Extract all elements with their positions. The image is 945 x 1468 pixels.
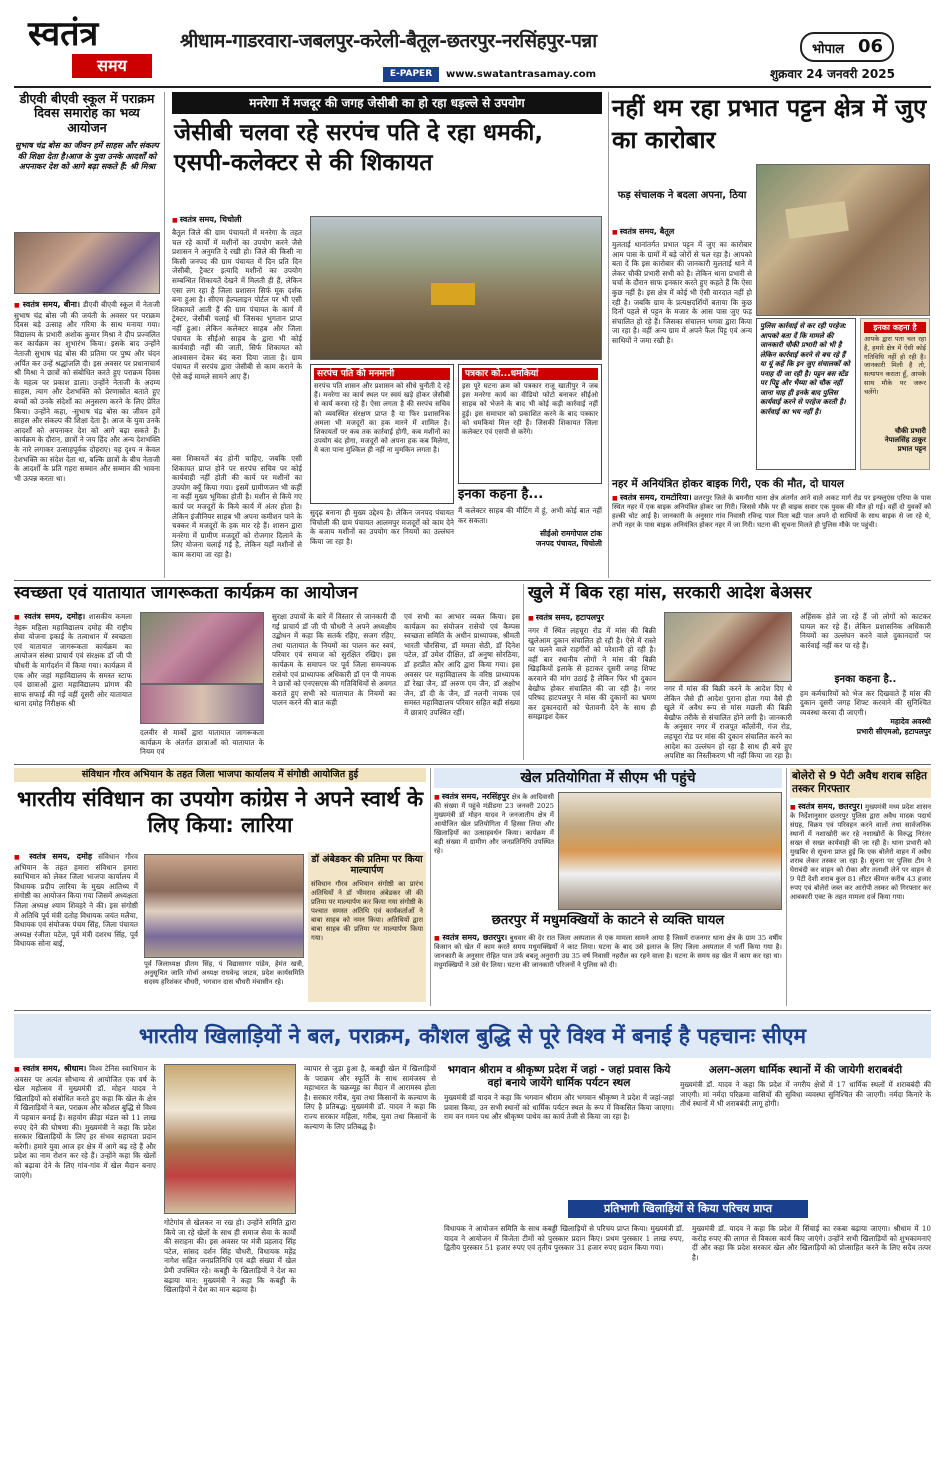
meat-quote-sig2: प्रभारी सीएमओ, हटापलपुर bbox=[856, 727, 931, 737]
swachhta-photo-2 bbox=[140, 684, 264, 724]
narega-photo bbox=[310, 216, 602, 360]
meat-quote-sig1: महादेव अवस्थी bbox=[890, 717, 931, 727]
meat-photo bbox=[664, 612, 792, 682]
cm-liquor-title: अलग-अलग धार्मिक स्थानों में की जायेगी शराबबंदी bbox=[708, 1064, 903, 1076]
cm-award-text: विधायक ने आयोजन समिति के साथ कबड्डी खिलाड़ियों से परिचय प्राप्त किया। मुख्यमंत्री डॉ. यादव ने आयोजन में विजेता टीमों को पुरस्कार प्रदान किए। प्रथम पुरस्कार 1 लाख रुपए, द्वितीय पुरस्कार 51 हजार रुपए एवं तृतीय पुरस्कार 31 हजार रुपए प्रदान किया गया। bbox=[444, 1224, 684, 1253]
narega-box1-title: सरपंच पति की मनमानी bbox=[314, 368, 450, 380]
narega-box1 bbox=[310, 364, 454, 504]
masthead bbox=[0, 0, 945, 88]
meat-col3: अहिंसक होते जा रहे हैं जो लोगों को काटकर घायल कर रहे हैं। लेकिन प्रशासनिक अधिकारी नियमों का उल्लंघन करने वाले दुकानदारों पर कार्रवाई नहीं कर पा रहे हैं। bbox=[800, 612, 931, 650]
gambling-body: मुलताई थानांतर्गत प्रभात पट्टन में जुए का कारोबार आम पास के ग्रामों में बड़े जोरों से चल रहा है। आपको बता दें कि इस कारोबार की जानकारी मुलताई थाने में लेकर चौकी प्रभारी सभी को है। लेकिन थाना प्रभारी से चर्चा के दौरान साफ इनकार करते हुए कहते हैं कि ऐसा कुछ नहीं है। इस क्षेत्र में कोई भी ऐसी वारदात नहीं हो रही है। जबकि ग्राम के प्रत्यक्षदर्शियों बताया कि कुछ दिनों पहले से पट्टन के मजार के आस पास जुए फड़ संचालित हो रहे हैं। जिसका संचालन भगवा द्वारा किया जा रहा है। वहीं अन्य ग्राम में अपने फैल पिट्ट एवं अन्य साथियों ने जमा रखी है। bbox=[612, 240, 752, 345]
logo[interactable] bbox=[28, 16, 158, 80]
sport-byline: ■ स्वतंत्र समय, नरसिंहपुर bbox=[434, 792, 509, 801]
swachhta-title: स्वच्छता एवं यातायात जागरूकता कार्यक्रम का आयोजन bbox=[14, 583, 358, 603]
sansad-title: भारतीय संविधान का उपयोग कांग्रेस ने अपने स्वार्थ के लिए किया: लारिया bbox=[16, 787, 424, 837]
narega-box1-text: सरपंच पति शासन और प्रशासन को सीधे चुनौती दे रहे हैं। मनरेगा का कार्य स्थल पर स्वयं खड़े होकर जेसीबी से कार्य करवा रहे हैं। ऐसा लगता है की सरपंच सचिव को व्यवस्थित संरक्षण प्राप्त है या फिर प्रशासनिक अमला भी मजदूरों का हक मारने में शामिल है। शिकायतों पर कब तक कार्रवाई होगी, कब मशीनों का उपयोग बंद होगा, मजदूरों को अपना हक कब मिलेगा, ये बता पाना मुश्किल ही नहीं ना मुमकिन लगता है। bbox=[314, 382, 450, 455]
dav-subhead: सुभाष चंद्र बोस का जीवन हमें साहस और संकल्प की शिक्षा देता है।आज के युवा उनके आदर्शों को अपनाकर देश को आगे बढ़ा सकते हैं: श्री मिश्रा bbox=[15, 141, 159, 172]
meat-quote-text: हम कर्मचारियों को भेज कर दिखवाते हैं मांस की दुकान दूसरी जगह शिफ्ट करवाने की सुनिश्चित व्यवस्था करवा दी जाएगी। bbox=[800, 688, 931, 717]
cm-byline: ■ स्वतंत्र समय, श्रीधाम। bbox=[14, 1064, 86, 1073]
gambling-caption: पुलिस कार्रवाई से कर रही परहेज: आपको बता दें कि मामले की जानकारी चौकी प्रभारी को भी है लेकिन कार्रवाई करने से बच रहे हैं या यूं कहें कि इन जुए संचालकों को पनाह दी जा रही है। पट्टन बस स्टेंड पर पिट्टू और भैय्या को चौक नहीं जाना चाह ही इनके बाद पुलिस कार्यवाई करने से परहेज करती है। कार्रवाई का भय नहीं है। bbox=[756, 318, 856, 470]
canal-byline: ■ स्वतंत्र समय, रामटोरिया। bbox=[612, 493, 692, 502]
swachhta-col2: सुरक्षा उपायों के बारे में विस्तार से जानकारी दी गई प्राचार्य डॉ जी पी चौधरी ने अपने अध्यक्षीय उद्बोधन में कहा कि सतर्क रहिए, सजग रहिए, तथा यातायात के नियमों का पालन कर स्वयं, परिवार एवं समाज को सुरक्षित रखिए। इस कार्यक्रम के समापन पर पूर्व जिला समन्वयक रासेयो एवं प्राध्यापक अधिकारी डॉ एन पी नायक ने छात्रों को एनएसएस की गतिविधियों से अवगत कराते हुए सभी को यातायात के नियमों का पालन करने की बात कही bbox=[272, 612, 396, 708]
swachhta-text1: शासकीय कमला नेहरू महिला महाविद्यालय दमोह की राष्ट्रीय सेवा योजना इकाई के तत्वाधान में स्वच्छता एवं यातायात जागरूकता कार्यक्रम का आयोजन संस्था प्राचार्य एवं संरक्षक डॉ जी पी चौधरी के मार्गदर्शन में किया गया। कार्यक्रम में एक और जहां महाविद्यालय के समस्त स्टाफ एवं छात्राओं द्वारा महाविद्यालय प्रांगण की साफ सफाई की गई वहीं दूसरी ओर यातायात थाना दमोह निरीक्षक श्री bbox=[14, 612, 132, 709]
liquor-title: बोलेरो से 9 पेटी अवैध शराब सहित तस्कर गिरफ्तार bbox=[790, 768, 931, 798]
cash-shape bbox=[785, 201, 849, 239]
canal-story bbox=[612, 478, 931, 578]
cm-col2: गोटेगांव से खेलकर ना रख हो। उन्होंने समिति द्वारा किये जा रहे खेलों के साथ ही समाज सेवा के कार्यों की सराहना की। इस अवसर पर मंत्री प्रहलाद सिंह पटेल, सांसद दर्शन सिंह चौधरी, विधायक महेंद्र नागेश सहित जनप्रतिनिधि एवं बड़ी संख्या में खेल प्रेमी उपस्थित रहे। कबड्डी के खिलाड़ियों ने देश का बढ़ाया मान: मुख्यमंत्री ने कहा कि कबड्डी के खिलाड़ियों ने देश का मान बढ़ाया है। bbox=[164, 1218, 296, 1295]
cm-award-title: प्रतिभागी खिलाड़ियों से किया परिचय प्राप्त bbox=[568, 1200, 808, 1218]
narega-col1: बैतूल जिले की ग्राम पंचायतों में मनरेगा के तहत चल रहे कार्यों में मशीनों का उपयोग करने जैसे प्रशासन ने अनुमति दे रखी हो। जिले की किसी ना किसी जनपद की ग्राम पंचायत में दिन प्रति दिन जेसीबी, ट्रैक्टर इत्यादि मशीनों का उपयोग सम्बन्धित शिकायतें देखने में मिलती ही हैं, लेकिन एसा लग रहा है जिला प्रशासन सिर्फ मूक दर्शक बना हुआ है। सीएम हेल्पलाइन पोर्टल पर भी एसी शिकायतें आती हैं की ग्राम पंचायत के कार्य में ट्रेक्टर, जेसीबी चलाई थी जिसका भुगतान प्राप्त नहीं हुआ। लेकिन कलेक्टर साहब और जिला पंचायत के सीईओ साहब के द्वारा भी कोई कार्यवाही नहीं की जाती, सिर्फ शिकायत को आश्वासन देकर बंद करा दिया जाता है। ग्राम पंचायत में सरपंच द्वारा जेसीबी से काम कराने के ऐसे कई मामले सामने आए हैं। bbox=[172, 228, 302, 381]
swachhta-col3: एवं सभी का आभार व्यक्त किया। इस कार्यक्रम का संयोजन रासेयो एवं कैम्पस स्वच्छता समिति के अधीन प्राध्यापक, श्रीमती भारती चौरसिया, डॉ ममता सेठी, डॉ दिनेश पटेल, डॉ उमेश दीक्षित, डॉ अनुषा सोरठिया, डॉ हरप्रीत कौर आदि द्वारा किया गया। इस अवसर पर महाविद्यालय के वरिष्ठ प्राध्यापक डॉ रेखा जैन, डॉ अरुण एम जैन, डॉ अक्षोभ जैन, डॉ दी के जैन, डॉ नलनी नायक एवं समस्त महाविद्यालय परिवार सहित बड़ी संख्या में छात्राएं उपस्थित रहीं। bbox=[404, 612, 520, 717]
gambling-subhead: फड़ संचालक ने बदला अपना, ठिया bbox=[617, 190, 747, 201]
issue-date: शुक्रवार 24 जनवरी 2025 bbox=[770, 67, 895, 81]
gambling-photo bbox=[756, 164, 930, 316]
cm-liquor-text: मुख्यमंत्री डॉ. यादव ने कहा कि प्रदेश में नगरीय क्षेत्रों में 17 धार्मिक स्थलों में शराबबंदी की जाएगी। मां नर्मदा परिक्रमा वासियों की सुविधा व्यवस्था सुनिश्चित की जाएगी। नर्मदा किनारे के तीर्थ स्थानों में भी शराबबंदी लागू होगी। bbox=[680, 1080, 931, 1109]
narega-quote-sig2: जनपद पंचायत, चिचोली bbox=[535, 539, 602, 549]
dav-text: डीएवी बीएवी स्कूल में नेताजी सुभाष चंद्र बोस जी की जयंती के अवसर पर पराक्रम दिवस बड़े उत्साह और गरिमा के साथ मनाया गया। विद्यालय के प्रभारी अशोक कुमार मिश्रा ने दीप प्रज्वलित कर कार्यक्रम का शुभारंभ किया। इसके बाद उन्होंने नेताजी सुभाष चंद्र बोस की प्रतिमा पर पुष्प और चंदन अर्पित कर उन्हें श्रद्धांजलि दी। इस अवसर पर प्रधानाचार्य श्री मिश्रा ने छात्रों को संबोधित करते हुए पराक्रम दिवस के महत्व पर प्रकाश डाला। उन्होंने नेताजी के अदम्य साहस, त्याग और देशभक्ति को प्रेरणास्रोत बताते हुए बच्चों को उनके संदेशों का अनुसरण करने के लिए प्रेरित किया। उन्होंने कहा, -सुभाष चंद्र बोस का जीवन हमें साहस और संकल्प की शिक्षा देता है। आज के युवा उनके आदर्शों को अपनाकर देश को आगे बढ़ा सकते हैं। कार्यक्रम के दौरान, छात्रों ने जय हिंद और अन्य देशभक्ति के नारे लगाकर उत्साहपूर्वक दोहराए। यह दृश्य न केवल देशभक्ति का संदेश देता था, बल्कि छात्रों के बीच नेताजी के आदर्शों के प्रति गहरा सम्मान और सम्मान की भावना भी उत्पन्न करता था। bbox=[14, 300, 160, 483]
meat-story bbox=[528, 584, 931, 760]
gambling-byline: ■ स्वतंत्र समय, बैतूल bbox=[612, 226, 752, 237]
website-link[interactable]: www.swatantrasamay.com bbox=[446, 69, 597, 80]
dav-body bbox=[14, 300, 160, 483]
cm-col1 bbox=[14, 1064, 156, 1458]
sport-text: क्षेत्र के आदिवासी की संख्या में पहुंचे मंडीडमा 23 जनवरी 2025 मुख्यमंत्री डॉ मोहन यादव ने जनजातीय क्षेत्र में आयोजित खेल प्रतियोगिता में हिस्सा लिया और खिलाड़ियों का उत्साहवर्धन किया। कार्यक्रम में बड़ी संख्या में ग्रामीण और जनप्रतिनिधि उपस्थित रहे। bbox=[434, 793, 554, 855]
sansad-kicker: संविधान गौरव अभियान के तहत जिला भाजपा कार्यालय में संगोष्ठी आयोजित हुई bbox=[14, 768, 426, 782]
masthead-rule bbox=[14, 86, 931, 88]
narega-quote bbox=[458, 488, 602, 578]
swachhta-caption: दलवीर से मार्को द्वारा यातायात जागरूकता कार्यक्रम के अंतर्गत छात्राओं को यातायात के नियम एवं bbox=[140, 728, 264, 757]
bees-text: बुधवार की देर रात जिला अस्पताल से एक मामला सामने आया है जिसमें राजनगर थाना क्षेत्र के ग्राम 35 वर्षीय किसान को खेत में काम करते समय मधुमक्खियों ने काट लिया। घटना के बाद उसे इलाज के लिए जिला अस्पताल में भर्ती किया गया है। जानकारी के अनुसार रोहित पाल उर्फ बबलू अनुरागी उम्र 35 वर्ष निवासी नहरौल का रहने वाला है। घटना के समय वह खेत में काम कर रहा था। मधुमक्खियों ने उसे घेर लिया। घटना की जानकारी परिजनों ने पुलिस को दी। bbox=[434, 933, 782, 969]
cm-bhagwan-box bbox=[444, 1064, 674, 1196]
swachhta-photo-1 bbox=[140, 612, 264, 684]
sport-story bbox=[434, 768, 782, 910]
meat-title: खुले में बिक रहा मांस, सरकारी आदेश बेअसर bbox=[528, 583, 812, 603]
gambling-quote-title: इनका कहना है bbox=[864, 322, 926, 333]
liquor-byline: ■ स्वतंत्र समय, छतरपुर। bbox=[790, 802, 863, 811]
swachhta-byline: ■ स्वतंत्र समय, दमोह। bbox=[14, 612, 85, 621]
canal-title: नहर में अनियंत्रित होकर बाइक गिरी, एक की मौत, दो घायल bbox=[612, 478, 844, 490]
sansad-byline: ■ स्वतंत्र समय, दमोह bbox=[14, 852, 92, 861]
bees-body bbox=[434, 933, 782, 1003]
gambling-quote-sig1: चौकी प्रभारी bbox=[894, 427, 926, 435]
narega-story bbox=[168, 92, 605, 580]
cm-text1: विश्व टेनिस स्वाभिमान के अवसर पर अत्यंत सौभाग्य से आयोजित एक वर्ष के खेल महोत्सव में मुख्यमंत्री डॉ. मोहन यादव ने खिलाड़ियों को संबोधित करते हुए कहा कि खेल के क्षेत्र में खिलाड़ियों ने बल, पराक्रम और कौशल बुद्धि से विश्व में पहचान बनाई है। सहयोग क्रीड़ा मंडल को 11 लाख रुपए देने की घोषणा की। मुख्यमंत्री ने कहा कि प्रदेश सरकार खिलाड़ियों के लिए हर संभव सहायता प्रदान करेगी। हमारे युवा आज हर क्षेत्र में आगे बढ़ रहे हैं और प्रदेश का नाम रोशन कर रहे हैं। उन्होंने कहा कि खेलों को बढ़ावा देने के लिए गांव-गांव में खेल मैदान बनाए जाएंगे। bbox=[14, 1064, 156, 1180]
meat-quote bbox=[800, 674, 931, 760]
swachhta-story bbox=[14, 584, 520, 760]
liquor-body bbox=[790, 802, 931, 1002]
cm-photo bbox=[164, 1064, 296, 1214]
narega-col3: सुदृढ़ बनाना ही मुख्य उद्देश्य है। लेकिन जनपद पंचायत चिचोली की ग्राम पंचायत आलमपुर मजदूरों को काम देने के बजाय मशीनों का उपयोग कर नियमों का उल्लंघन किया जा रहा है। bbox=[310, 508, 454, 546]
canal-body bbox=[612, 493, 931, 573]
dav-story bbox=[14, 92, 160, 580]
cm-award-box bbox=[444, 1200, 931, 1458]
canal-text: छतरपुर जिले के बमनौरा थाना क्षेत्र अंतर्गत आने वाले अकट मार्ग रोड पर इन्फ्लुएंस एरिया के पास स्थित नहर में एक बाइक अनियंत्रित होकर जा गिरी। जिससे मौके पर ही बाइक सवार एक युवक की मौत हो गई। वहीं दो युवकों को हल्की चोट आई है। जानकारी के अनुसार गांव निवासी रविन्द्र पाल पिता बद्री पाल अपने दो साथियों के साथ बाइक से जा रहे थे, तभी नहर के पास बाइक अनियंत्रित होकर नहर में जा गिरी। घटना की सूचना मिलते ही पुलिस मौके पर पहुंची। bbox=[612, 494, 931, 530]
epaper-label[interactable]: E-PAPER bbox=[383, 67, 439, 82]
sansad-box-text: संविधान गौरव अभियान संगोष्ठी का प्रारंभ अतिथियों ने डॉ भीमराव अंबेडकर जी की प्रतिमा पर माल्यार्पण कर किया गया संगोष्ठी के पश्चात समस्त अतिथि एवं कार्यकर्ताओं ने बाबा साहब को नमन किया। अतिथियों द्वारा बाबा साहब की प्रतिमा पर माल्यार्पण किया गया। bbox=[311, 879, 423, 942]
cm-col3: व्यापार से जुड़ा हुआ है, कबड्डी खेल में खिलाड़ियों के पराक्रम और स्फूर्ति के साथ सामंजस्य से महाभारत के चक्रव्यूह का मैदान में आरामस्व होता है। सरकार गरीब, युवा तथा किसानों के कल्याण के लिए है प्रतिबद्ध: मुख्यमंत्री डॉ. यादव ने कहा कि राज्य सरकार महिला, गरीब, युवा तथा किसानों के कल्याण के लिए प्रतिबद्ध है। bbox=[304, 1064, 436, 1131]
sansad-text: संविधान गौरव अभियान के तहत हमारा संविधान हमारा स्वाभिमान को लेकर जिला भाजपा कार्यालय में विधायक प्रदीप लारिया के मुख्य आतिथ्य में संगोष्ठी का आयोजन किया गया जिसमें अध्यक्षता जिला अध्यक्ष श्याम शिवहरे ने की। इस संगोष्ठी में अतिथि पूर्व मंत्री दतोह विधायक जयंत मलैया, विधायक एवं संयोजक पंचम सिंह, जिला पंचायत अध्यक्ष रंजीता पटेल, पूर्व मंत्री दशरथ सिंह, पूर्व विधायक सोना बाई, bbox=[14, 852, 138, 949]
cm-story bbox=[14, 1014, 931, 1458]
cm-bhagwan-title: भगवान श्रीराम व श्रीकृष्ण प्रदेश में जहां - जहां प्रवास किये वहां बनाये जायेंगे धार्मिक पर्यटन स्थल bbox=[447, 1064, 671, 1089]
gambling-quote-sig2: नेपालसिंह ठाकुर bbox=[884, 436, 926, 444]
edition-box bbox=[800, 32, 894, 62]
bees-title: छतरपुर में मधुमक्खियों के काटने से व्यक्ति घायल bbox=[491, 913, 725, 928]
cm-liquor-box bbox=[680, 1064, 931, 1196]
logo-bottom: समय bbox=[72, 54, 152, 78]
meat-quote-title: इनका कहना है.. bbox=[834, 674, 897, 685]
narega-quote-sig1: सीईओ रामगोपाल टांक bbox=[539, 529, 602, 539]
sansad-body bbox=[14, 852, 138, 1006]
narega-quote-title: इनका कहना है... bbox=[458, 487, 544, 502]
meat-col1: नगर में स्थित लहचूरा रोड में मांस की बिक्री खुलेआम दुकान संचालित हो रही है। ऐसे में रास्ते पर चलने वाले राहगीरों को परेशानी हो रही है। वहीं बार स्थानीय लोगों ने मांस की बिक्री खिड़कियों इलाके से हटाकर दूसरी जगह शिफ्ट करवाने की मांग उठाई है लेकिन फिर भी दुकान बेखौफ होकर संचालित की जा रही है। नगर परिषद हाटपलपुर ने मांस की दुकानों का भ्रमण कर दुकानदारों को चेतावनी देने के साथ ही समझाइश देकर bbox=[528, 626, 656, 722]
bees-story bbox=[434, 914, 782, 1006]
narega-quote-text: मैं कलेक्टर साहब की मीटिंग में हूं, अभी कोई बात नहीं कर सकता। bbox=[458, 505, 602, 525]
dav-photo bbox=[14, 232, 160, 294]
sansad-story bbox=[14, 768, 426, 1006]
logo-top: स्वतंत्र bbox=[28, 14, 99, 54]
gambling-title: नहीं थम रहा प्रभात पट्टन क्षेत्र में जुए का कारोबार bbox=[612, 94, 927, 154]
gambling-quote bbox=[860, 318, 930, 470]
liquor-story bbox=[790, 768, 931, 1006]
cities-banner: श्रीधाम-गाडरवारा-जबलपुर-करेली-बैतूल-छतरपुर-नरसिंहपुर-पन्ना bbox=[180, 30, 597, 52]
gambling-quote-text: आपके द्वारा पता चल रहा है, हमारे क्षेत्र में ऐसी कोई गतिविधि नहीं हो रही है। जानकारी मिली है तो, सत्यापन कराता हूँ, आपके साथ मौके पर जरूर चलेंगे। bbox=[864, 335, 926, 396]
cm-title: भारतीय खिलाड़ियों ने बल, पराक्रम, कौशल बुद्धि से पूरे विश्व में बनाई है पहचानः सीएम bbox=[14, 1014, 931, 1058]
dav-title: डीएवी बीएवी स्कूल में पराक्रम दिवस समारोह का भव्य आयोजन bbox=[19, 91, 155, 135]
narega-box2 bbox=[458, 364, 602, 484]
narega-box2-text: इस पूरे घटना क्रम को पत्रकार राजू खातीपुर ने जब इस मनरेगा कार्य का वीडियो फोटो बनाकर सीईओ साहब को भेजने के बाद भी कोई कड़ी कार्रवाई नहीं हुई। इस समाचार को प्रकाशित करने के बाद पत्रकार को धमकियां मिल रही हैं। जिसकी शिकायत जिला कलेक्टर एवं एसपी से करेंगे। bbox=[462, 382, 598, 437]
page-number: 06 bbox=[858, 36, 884, 57]
sansad-caption: पूर्व जिलाध्यक्ष प्रीतम सिंह, पं विद्यासागर पांडेय, हेमंत खत्री, अनुसूचित जाति मोर्चा अध्यक्ष राघवेन्द्र जाटव, प्रदेश कार्यसमिति सदस्य हरिशंकर चौधरी, भगवान दास चौधरी मंचासीन रहे। bbox=[144, 960, 304, 986]
sansad-photo bbox=[144, 854, 304, 958]
cm-col-right: मुख्यमंत्री डॉ. यादव ने कहा कि प्रदेश में सिंचाई का रकबा बढ़ाया जाएगा। श्रीधाम में 10 करोड़ रुपए की लागत से विकास कार्य किए जाएंगे। उन्होंने सभी खिलाड़ियों को शुभकामनाएं दीं और कहा कि प्रदेश सरकार खेल और खिलाड़ियों को प्रोत्साहित करने के लिए सदैव तत्पर है। bbox=[692, 1224, 931, 1262]
sansad-box-title: डॉ अंबेडकर की प्रतिमा पर किया माल्यार्पण bbox=[311, 854, 423, 876]
edition-city: भोपाल bbox=[812, 42, 845, 57]
narega-byline: ■ स्वतंत्र समय, चिचोली bbox=[172, 214, 322, 225]
sport-body bbox=[434, 792, 554, 910]
sport-title: खेल प्रतियोगिता में सीएम भी पहुंचे bbox=[434, 768, 782, 788]
gambling-quote-sig3: प्रभात पट्टन bbox=[897, 445, 926, 453]
narega-box2-title: पत्रकार को...धमकियां bbox=[462, 368, 598, 380]
cm-bhagwan-text: मुख्यमंत्री डॉ यादव ने कहा कि भगवान श्रीराम और भगवान श्रीकृष्ण ने प्रदेश में जहां-जहां प्रवास किया, उन सभी स्थानों को धार्मिक पर्यटन स्थल के रूप में विकसित किया जाएगा। राम वन गमन पथ और श्रीकृष्ण पाथेय का कार्य तेजी से किया जा रहा है। bbox=[444, 1093, 674, 1122]
narega-title: जेसीबी चलवा रहे सरपंच पति दे रहा धमकी, एसपी-कलेक्टर से की शिकायत bbox=[174, 120, 544, 176]
meat-col2: नगर में मांस की बिक्री करने के आदेश दिए थे लेकिन जैसे ही आदेश पुराना होता गया वैसे ही खुले में अवैध रूप से मांस मछली की बिक्री बेखौफ तरीके से संचालित होने लगी है। जानकारी के अनुसार नगर में राजपूत कॉलोनी, गंज रोड, लहचूरा रोड पर मांस की दुकान संचालित करने का आदेश का उल्लंघन हो रहा है साथ ही बचे हुए अपशिष्ट का निस्तीकरण भी नहीं किया जा रहा है। bbox=[664, 684, 792, 760]
swachhta-col1 bbox=[14, 612, 132, 760]
sport-photo bbox=[558, 792, 782, 910]
liquor-text: मुख्यमंत्री मध्य प्रदेश शासन के निर्देशानुसार छतरपुर पुलिस द्वारा अवैध मादक पदार्थ संग्रह, विक्रय एवं परिवहन करने वालों तथा सार्वजनिक स्थानों में नशाखोरी कर रहे नशाखोरों के विरुद्ध निरंतर सख्त से सख्त कार्यवाही की जा रही है। थाना प्रभारी को मुखबिर से सूचना प्राप्त हुई कि एक बोलेरो वाहन में अवैध शराब लेकर तस्कर जा रहा है। सूचना पर पुलिस टीम ने घेराबंदी कर वाहन को रोका और तलाशी लेने पर वाहन से 9 पेटी देशी शराब कुल 81 लीटर कीमत करीब 43 हजार रुपए एवं बोलेरो जब्त कर आरोपी तस्कर को गिरफ्तार कर आबकारी एक्ट के तहत मामला दर्ज किया गया। bbox=[790, 803, 931, 901]
dav-byline: ■ स्वतंत्र समय, बीना। bbox=[14, 300, 80, 309]
gambling-story bbox=[612, 92, 931, 476]
meat-byline: ■ स्वतंत्र समय, हटापलपुर bbox=[528, 612, 668, 623]
bees-byline: ■ स्वतंत्र समय, छतरपुर। bbox=[434, 933, 507, 942]
jcb-shape bbox=[431, 283, 475, 305]
narega-kicker: मनरेगा में मजदूर की जगह जेसीबी का हो रहा धड़ल्ले से उपयोग bbox=[172, 92, 602, 114]
narega-col2: बस शिकायतें बंद होनी चाहिए, जबकि एसी शिकायत प्राप्त होने पर सरपंच सचिव पर कोई कार्यवाही नहीं होती की कार्य पर मशीनों का उपयोग क्यूँ किया गया। इसमें ग्रामीणजन भी कहीं ना कहीं मुख्य भूमिका होती है। मशीन से किये गए कार्य पर मजदूरों के किये कार्य में अंतर होता है। लेकिन इंजीनियर साहब भी अपना कमीशन पाने के चक्कर में मजदूरों के हक मार रहे हैं। शासन द्वारा मनरेगा में ग्रामीण मजदूरों को रोजगार दिलाने के लिए योजना चलाई गई है, लेकिन यहाँ मशीनों से काम कराया जा रहा है। bbox=[172, 454, 302, 559]
sansad-box bbox=[308, 852, 426, 1002]
